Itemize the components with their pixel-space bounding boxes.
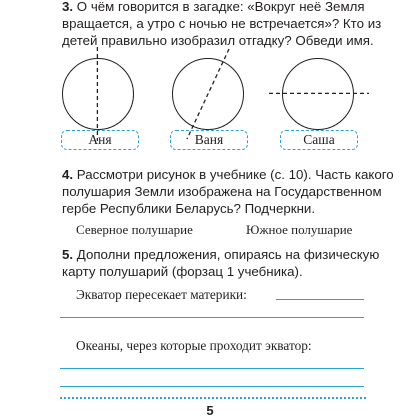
task-4-question: Рассмотри рисунок в учебнике (с. 10). Часть какого полушария Земли изображена на Государственном гербе Республики Беларусь? Подчеркни. bbox=[62, 167, 394, 216]
task-3-number: 3. bbox=[62, 0, 74, 14]
task-3-text bbox=[62, 0, 406, 49]
name-option-sasha[interactable]: Саша bbox=[280, 130, 358, 150]
answer-line-oceans-1[interactable] bbox=[60, 368, 364, 369]
task-5-text bbox=[62, 246, 406, 280]
circle-horizontal-axis bbox=[282, 58, 354, 130]
vertical-axis-drawing bbox=[63, 59, 135, 131]
answer-line-continents-1[interactable] bbox=[276, 299, 364, 300]
task-5-number: 5. bbox=[62, 247, 74, 262]
dotted-divider bbox=[60, 397, 366, 399]
answer-line-oceans-2[interactable] bbox=[60, 386, 364, 387]
option-southern-hemisphere[interactable]: Южное полушарие bbox=[246, 222, 353, 237]
circle-vertical-axis bbox=[62, 58, 134, 130]
answer-line-continents-2[interactable] bbox=[60, 317, 364, 318]
task-3-question: О чём говорится в загадке: «Вокруг неё Земля вращается, а утро с ночью не встречается»? Кто из детей правильно изобразил отгадку? Обведи имя. bbox=[62, 0, 382, 48]
diagonal-axis-drawing bbox=[173, 59, 245, 131]
name-option-anya[interactable]: Аня bbox=[61, 130, 139, 150]
task-4-text bbox=[62, 166, 406, 217]
option-northern-hemisphere[interactable]: Северное полушарие bbox=[76, 222, 193, 237]
circle-diagonal-axis bbox=[172, 58, 244, 130]
task-5-question: Дополни предложения, опираясь на физическую карту полушарий (форзац 1 учебника). bbox=[62, 247, 380, 279]
task-4-number: 4. bbox=[62, 167, 74, 182]
name-option-vanya[interactable]: Ваня bbox=[170, 130, 248, 150]
prompt-oceans: Океаны, через которые проходит экватор: bbox=[76, 338, 312, 353]
horizontal-axis-drawing bbox=[283, 59, 355, 131]
page-number: 5 bbox=[206, 403, 214, 418]
prompt-continents: Экватор пересекает материки: bbox=[76, 287, 247, 302]
